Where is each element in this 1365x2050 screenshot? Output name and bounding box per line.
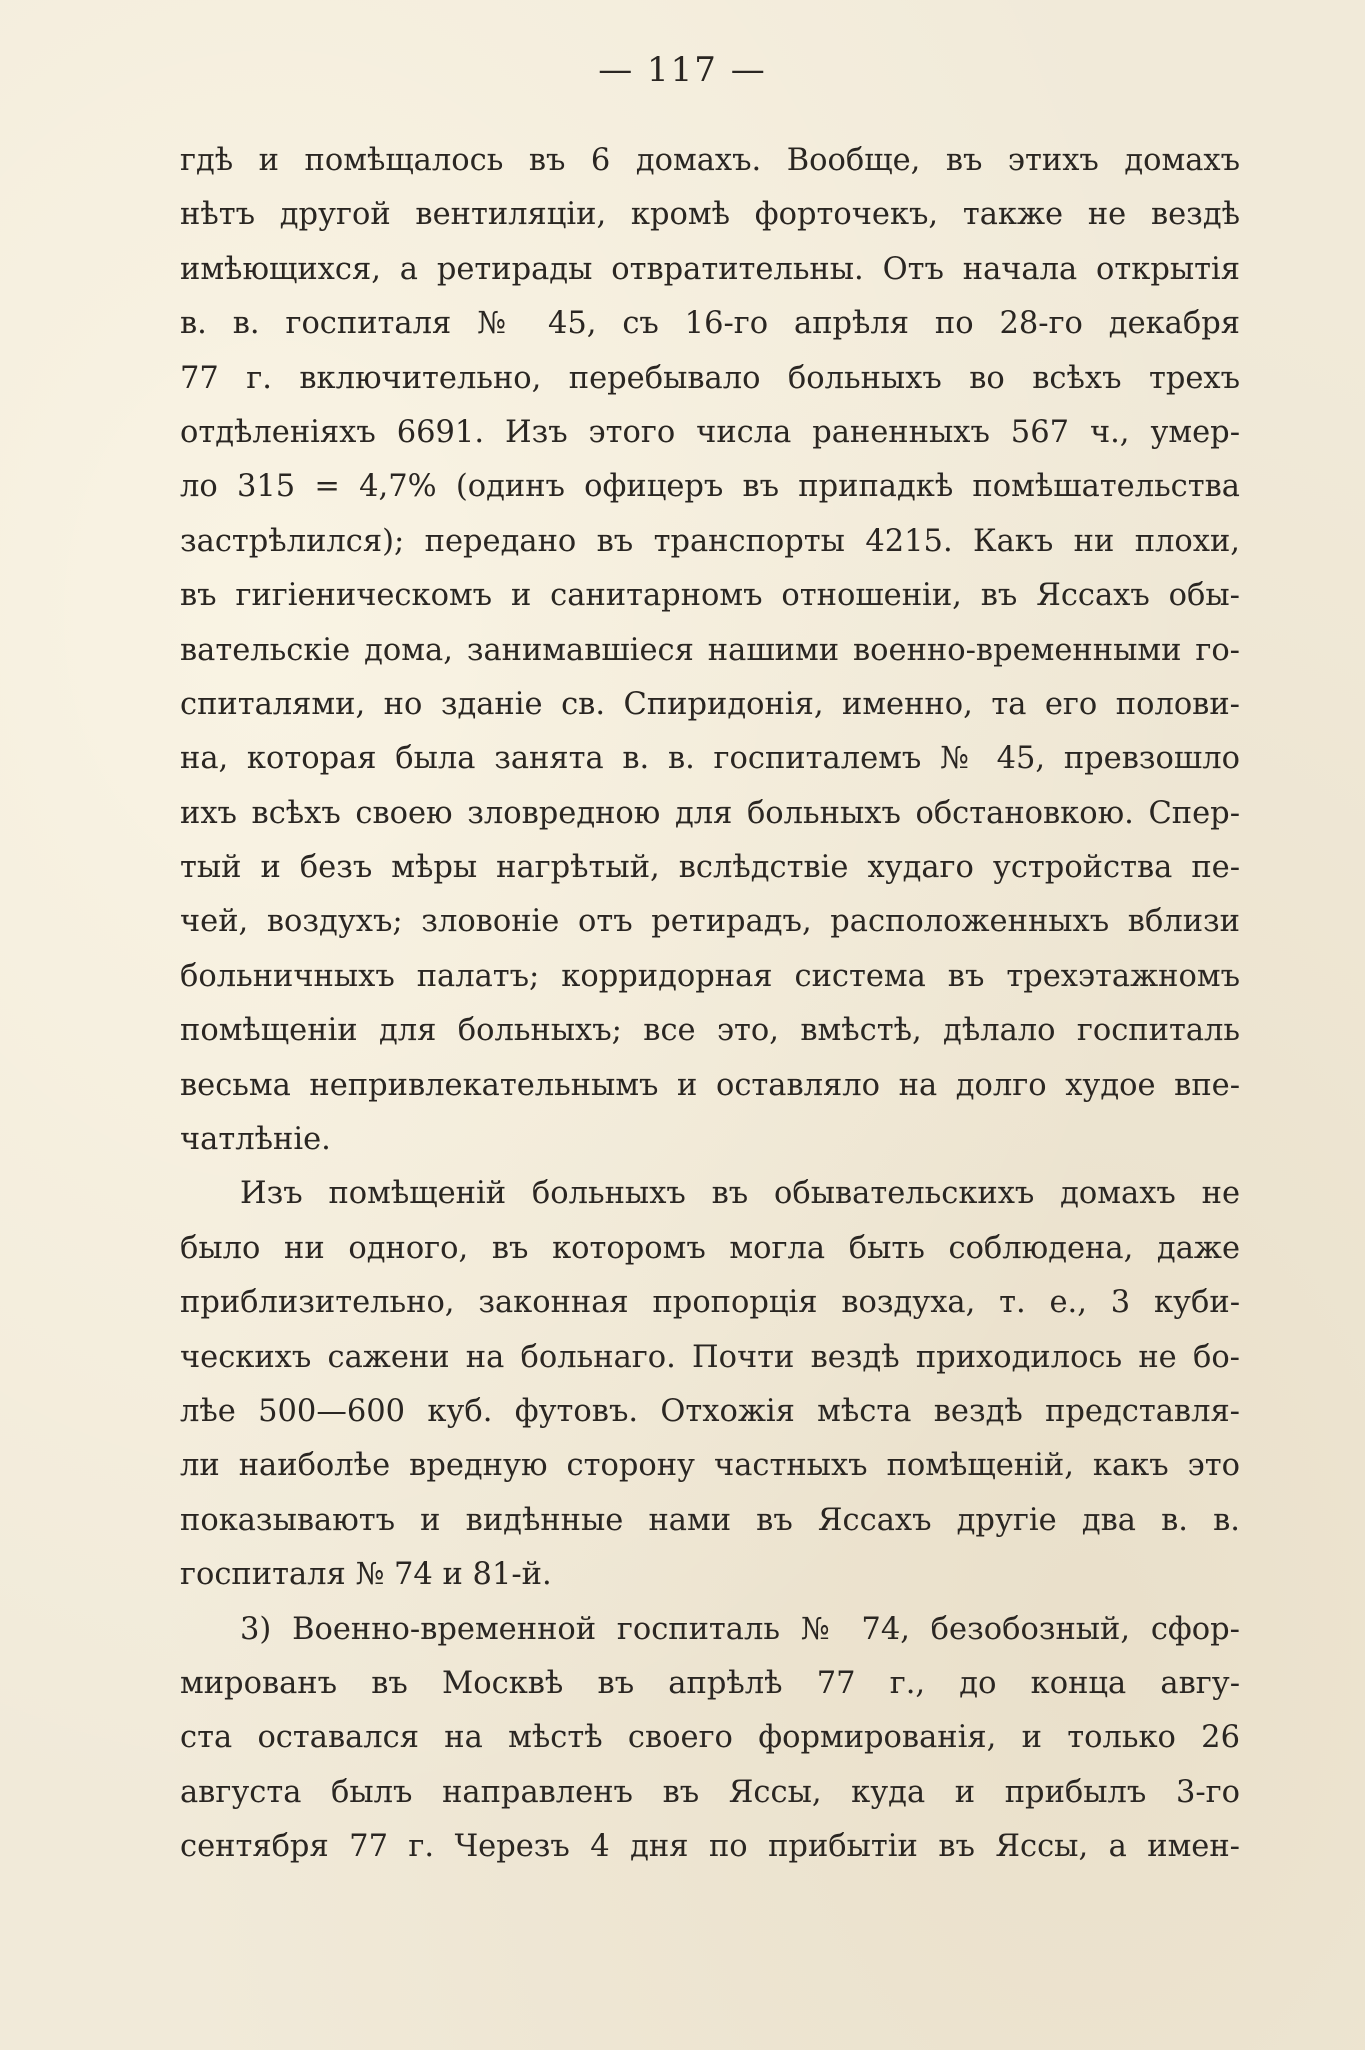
text-line: сентября 77 г. Черезъ 4 дня по прибытіи въ Яссы, а имен- — [180, 1829, 1240, 1865]
text-line: показываютъ и видѣнные нами въ Яссахъ другіе два в. в. — [180, 1502, 1240, 1538]
paragraph-2 — [180, 1167, 1240, 1602]
text-line: вательскіе дома, занимавшіеся нашими военно-временными го- — [180, 632, 1240, 668]
text-line: в. в. госпиталя № 45, съ 16-го апрѣля по 28-го декабря — [180, 306, 1240, 342]
text-line: имѣющихся, а ретирады отвратительны. Отъ начала открытія — [180, 251, 1240, 287]
body-text — [180, 134, 1240, 1875]
text-line: нѣтъ другой вентиляціи, кромѣ форточекъ, также не вездѣ — [180, 197, 1240, 233]
text-line: лѣе 500—600 куб. футовъ. Отхожія мѣста вездѣ представля- — [180, 1393, 1240, 1429]
text-line: ло 315 = 4,7% (одинъ офицеръ въ припадкѣ помѣшательства — [180, 469, 1240, 505]
text-line: больничныхъ палатъ; корридорная система въ трехэтажномъ — [180, 958, 1240, 994]
text-line: помѣщеніи для больныхъ; все это, вмѣстѣ, дѣлало госпиталь — [180, 1013, 1240, 1049]
text-line: 3) Военно-временной госпиталь № 74, безобозный, сфор- — [240, 1611, 1240, 1647]
text-line: Изъ помѣщеній больныхъ въ обывательскихъ домахъ не — [240, 1176, 1240, 1212]
text-line: ли наиболѣе вредную сторону частныхъ помѣщеній, какъ это — [180, 1448, 1240, 1484]
text-line: чей, воздухъ; зловоніе отъ ретирадъ, расположенныхъ вблизи — [180, 904, 1240, 940]
text-line: ихъ всѣхъ своею зловредною для больныхъ обстановкою. Спер- — [180, 795, 1240, 831]
paragraph-3 — [180, 1603, 1240, 1875]
text-line: ста оставался на мѣстѣ своего формированія, и только 26 — [180, 1720, 1240, 1756]
text-line: августа былъ направленъ въ Яссы, куда и прибылъ 3-го — [180, 1774, 1240, 1810]
text-line: 77 г. включительно, перебывало больныхъ во всѣхъ трехъ — [180, 360, 1240, 396]
text-line: въ гигіеническомъ и санитарномъ отношеніи, въ Яссахъ обы- — [180, 578, 1240, 614]
text-line: гдѣ и помѣщалось въ 6 домахъ. Вообще, въ этихъ домахъ — [180, 143, 1240, 178]
text-line: весьма непривлекательнымъ и оставляло на долго худое впе- — [180, 1067, 1240, 1103]
text-line: спиталями, но зданіе св. Спиридонія, именно, та его полови- — [180, 686, 1240, 722]
text-line: приблизительно, законная пропорція воздуха, т. е., 3 куби- — [180, 1285, 1240, 1321]
page-number: — 117 — — [598, 50, 767, 90]
text-line: ческихъ сажени на больнаго. Почти вездѣ приходилось не бо- — [180, 1339, 1240, 1375]
text-line: было ни одного, въ которомъ могла быть соблюдена, даже — [180, 1230, 1240, 1266]
text-line: мированъ въ Москвѣ въ апрѣлѣ 77 г., до конца авгу- — [180, 1665, 1240, 1701]
text-line: тый и безъ мѣры нагрѣтый, вслѣдствіе худаго устройства пе- — [180, 850, 1240, 886]
text-line: госпиталя № 74 и 81-й. — [180, 1557, 552, 1593]
text-line: отдѣленіяхъ 6691. Изъ этого числа раненныхъ 567 ч., умер- — [180, 414, 1240, 450]
text-line: на, которая была занята в. в. госпиталемъ № 45, превзошло — [180, 741, 1240, 777]
paragraph-1 — [180, 134, 1240, 1167]
text-line: застрѣлился); передано въ транспорты 4215. Какъ ни плохи, — [180, 523, 1240, 559]
text-line: чатлѣніе. — [180, 1122, 331, 1158]
